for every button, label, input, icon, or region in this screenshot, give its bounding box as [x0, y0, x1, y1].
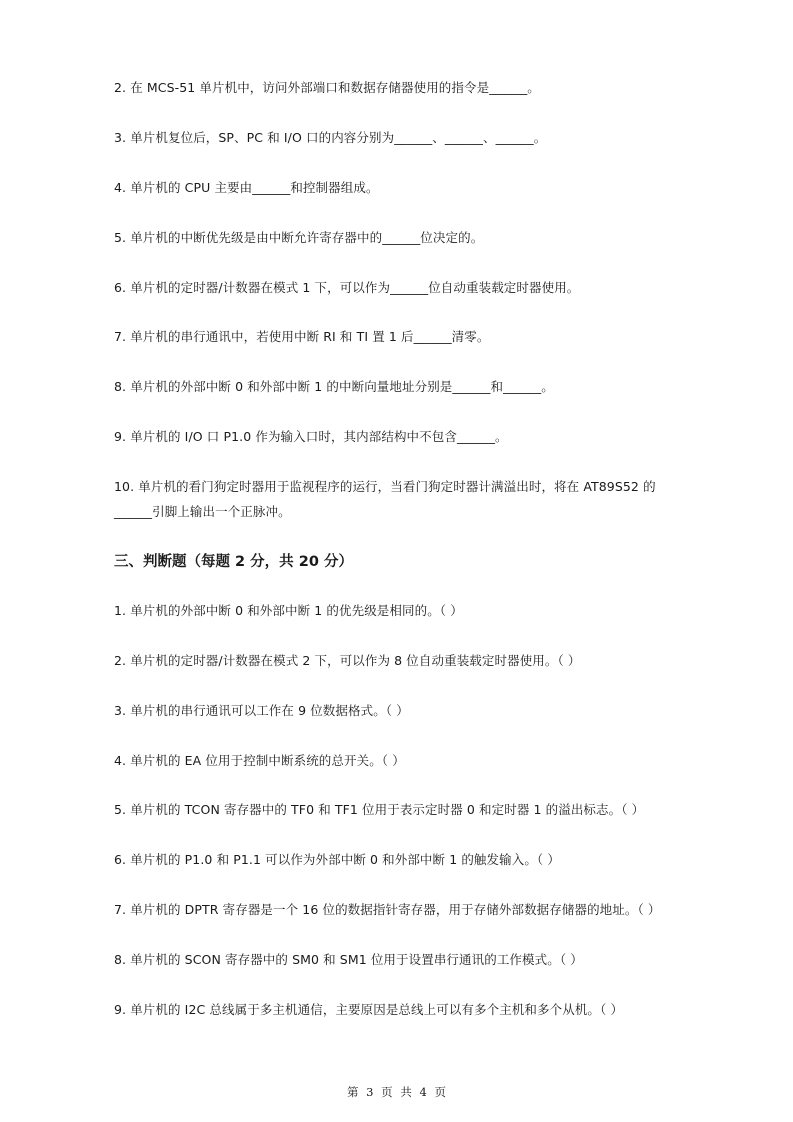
- fill-in-question-3: 3. 单片机复位后，SP、PC 和 I/O 口的内容分别为______、______、______。: [114, 130, 547, 145]
- true-false-question-8: 8. 单片机的 SCON 寄存器中的 SM0 和 SM1 位用于设置串行通讯的工作模式。（ ）: [114, 952, 583, 967]
- fill-in-question-9: 9. 单片机的 I/O 口 P1.0 作为输入口时，其内部结构中不包含______。: [114, 429, 508, 444]
- true-false-question-5: 5. 单片机的 TCON 寄存器中的 TF0 和 TF1 位用于表示定时器 0 和定时器 1 的溢出标志。（ ）: [114, 802, 645, 817]
- fill-in-question-8: 8. 单片机的外部中断 0 和外部中断 1 的中断向量地址分别是______和______。: [114, 379, 554, 394]
- true-false-question-1: 1. 单片机的外部中断 0 和外部中断 1 的优先级是相同的。（ ）: [114, 603, 463, 618]
- fill-in-question-5: 5. 单片机的中断优先级是由中断允许寄存器中的______位决定的。: [114, 230, 484, 245]
- true-false-question-2: 2. 单片机的定时器/计数器在模式 2 下，可以作为 8 位自动重装载定时器使用。（ ）: [114, 653, 581, 668]
- fill-in-question-7: 7. 单片机的串行通讯中，若使用中断 RI 和 TI 置 1 后______清零。: [114, 329, 490, 344]
- fill-in-question-6: 6. 单片机的定时器/计数器在模式 1 下，可以作为______位自动重装载定时器使用。: [114, 280, 580, 295]
- true-false-question-4: 4. 单片机的 EA 位用于控制中断系统的总开关。（ ）: [114, 753, 405, 768]
- section-title-true-false: 三、判断题（每题 2 分，共 20 分）: [114, 554, 353, 570]
- true-false-question-6: 6. 单片机的 P1.0 和 P1.1 可以作为外部中断 0 和外部中断 1 的触发输入。（ ）: [114, 852, 560, 867]
- fill-in-question-10-continued: ______引脚上输出一个正脉冲。: [114, 504, 291, 519]
- true-false-question-3: 3. 单片机的串行通讯可以工作在 9 位数据格式。（ ）: [114, 703, 409, 718]
- fill-in-question-4: 4. 单片机的 CPU 主要由______和控制器组成。: [114, 180, 379, 195]
- fill-in-question-10: 10. 单片机的看门狗定时器用于监视程序的运行，当看门狗定时器计满溢出时，将在 AT89S52 的: [114, 479, 656, 494]
- true-false-question-9: 9. 单片机的 I2C 总线属于多主机通信，主要原因是总线上可以有多个主机和多个从机。（ ）: [114, 1002, 624, 1017]
- true-false-question-7: 7. 单片机的 DPTR 寄存器是一个 16 位的数据指针寄存器，用于存储外部数据存储器的地址。（ ）: [114, 902, 661, 917]
- fill-in-question-2: 2. 在 MCS-51 单片机中，访问外部端口和数据存储器使用的指令是______。: [114, 80, 540, 95]
- page-footer: 第 3 页 共 4 页: [347, 1085, 446, 1099]
